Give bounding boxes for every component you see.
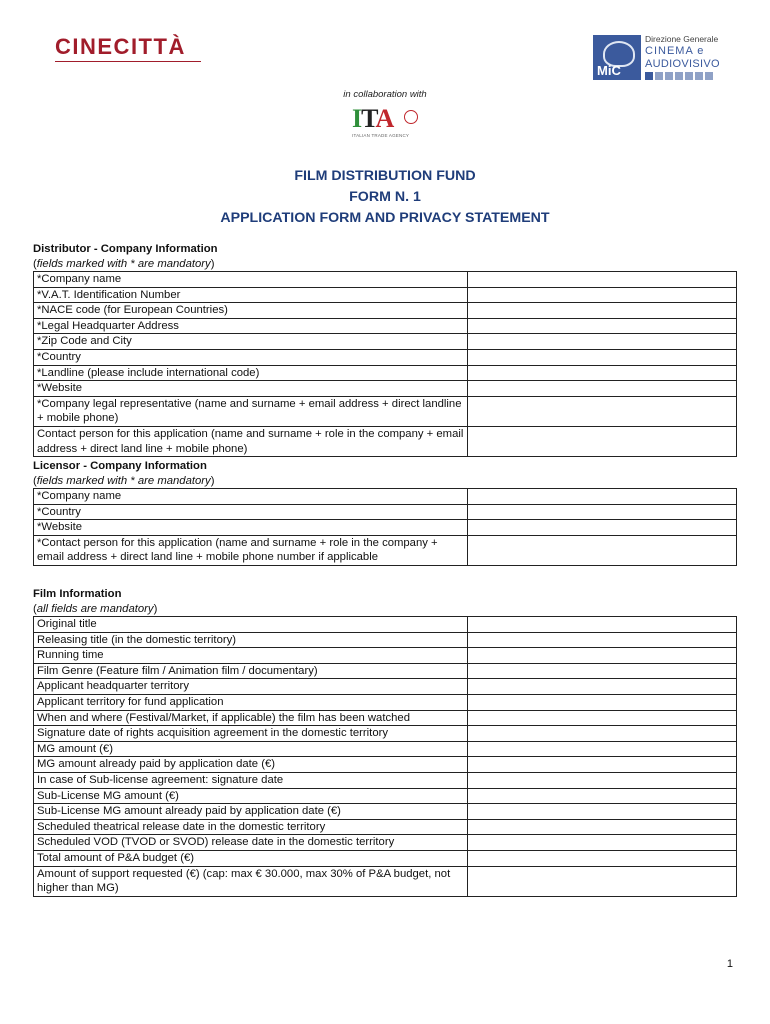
section-note: (fields marked with * are mandatory): [33, 474, 215, 487]
page-number: 1: [726, 958, 733, 970]
table-row: [34, 819, 737, 835]
table-row: [34, 772, 737, 788]
field-label: Applicant territory for fund application: [34, 694, 468, 710]
distributor-table: [33, 271, 737, 457]
table-row: [34, 381, 737, 397]
ita-seal-icon: [404, 110, 418, 124]
table-row: [34, 520, 737, 536]
legal-address-input[interactable]: [468, 318, 737, 334]
table-row: [34, 504, 737, 520]
website-input[interactable]: [468, 381, 737, 397]
table-row: [34, 318, 737, 334]
section-title: Licensor - Company Information: [33, 460, 207, 472]
table-row: [34, 679, 737, 695]
section-note: (fields marked with * are mandatory): [33, 257, 215, 270]
field-label: *Country: [34, 349, 468, 365]
table-row: [34, 866, 737, 896]
table-row: [34, 710, 737, 726]
mic-label: MiC: [597, 63, 621, 78]
headquarter-territory-input[interactable]: [468, 679, 737, 695]
zip-city-input[interactable]: [468, 334, 737, 350]
table-row: [34, 365, 737, 381]
field-label: *Company legal representative (name and surname + email address + direct landline + mobile phone): [34, 396, 468, 426]
company-name-input[interactable]: [468, 272, 737, 288]
field-label: *Company name: [34, 489, 468, 505]
licensor-table: [33, 488, 737, 566]
field-label: Total amount of P&A budget (€): [34, 850, 468, 866]
field-label: *Zip Code and City: [34, 334, 468, 350]
field-label: Amount of support requested (€) (cap: max € 30.000, max 30% of P&A budget, not higher than MG): [34, 866, 468, 896]
section-title: Film Information: [33, 588, 122, 600]
table-row: [34, 349, 737, 365]
cinecitta-logo: [55, 36, 201, 62]
table-row: [34, 726, 737, 742]
table-row: [34, 694, 737, 710]
licensor-website-input[interactable]: [468, 520, 737, 536]
field-label: *Country: [34, 504, 468, 520]
table-row: [34, 804, 737, 820]
ita-logo-mark: ITA: [352, 104, 394, 133]
table-row: [34, 334, 737, 350]
mg-paid-input[interactable]: [468, 757, 737, 773]
original-title-input[interactable]: [468, 617, 737, 633]
mg-amount-input[interactable]: [468, 741, 737, 757]
field-label: In case of Sub-license agreement: signature date: [34, 772, 468, 788]
form-number: FORM N. 1: [349, 189, 421, 205]
table-row: [34, 535, 737, 565]
field-label: *NACE code (for European Countries): [34, 303, 468, 319]
table-row: [34, 788, 737, 804]
field-label: *Landline (please include international code): [34, 365, 468, 381]
form-subtitle: APPLICATION FORM AND PRIVACY STATEMENT: [220, 210, 550, 226]
table-row: [34, 617, 737, 633]
table-row: [34, 489, 737, 505]
field-label: *Contact person for this application (name and surname + role in the company + email address + direct land line + mobile phone number if applicable: [34, 535, 468, 565]
film-information-section: [33, 587, 737, 897]
when-where-watched-input[interactable]: [468, 710, 737, 726]
direzione-generale-text: Direzione Generale: [645, 34, 719, 44]
vat-number-input[interactable]: [468, 287, 737, 303]
ita-subtitle: ITALIAN TRADE AGENCY: [352, 133, 410, 138]
pa-budget-input[interactable]: [468, 850, 737, 866]
dg-cinema-audiovisivo-logo: [593, 32, 723, 82]
logo-squares: [645, 72, 713, 80]
field-label: Film Genre (Feature film / Animation film / documentary): [34, 663, 468, 679]
field-label: Signature date of rights acquisition agreement in the domestic territory: [34, 726, 468, 742]
field-label: *Company name: [34, 272, 468, 288]
field-label: When and where (Festival/Market, if applicable) the film has been watched: [34, 710, 468, 726]
nace-code-input[interactable]: [468, 303, 737, 319]
field-label: Releasing title (in the domestic territory): [34, 632, 468, 648]
contact-person-input[interactable]: [468, 426, 737, 456]
landline-input[interactable]: [468, 365, 737, 381]
vod-release-input[interactable]: [468, 835, 737, 851]
cinecitta-logo-text: CINECITTÀ: [55, 34, 186, 59]
legal-representative-input[interactable]: [468, 396, 737, 426]
table-row: [34, 835, 737, 851]
field-label: Contact person for this application (name and surname + role in the company + email address + direct land line + mobile phone): [34, 426, 468, 456]
theatrical-release-input[interactable]: [468, 819, 737, 835]
licensor-company-name-input[interactable]: [468, 489, 737, 505]
fund-title: FILM DISTRIBUTION FUND: [294, 168, 476, 184]
field-label: MG amount already paid by application date (€): [34, 757, 468, 773]
field-label: *Legal Headquarter Address: [34, 318, 468, 334]
section-note: (all fields are mandatory): [33, 602, 158, 615]
ita-logo: [352, 106, 422, 146]
table-row: [34, 850, 737, 866]
film-information-table: [33, 616, 737, 897]
table-row: [34, 272, 737, 288]
table-row: [34, 287, 737, 303]
licensor-contact-input[interactable]: [468, 535, 737, 565]
table-row: [34, 303, 737, 319]
field-label: *Website: [34, 520, 468, 536]
table-row: [34, 663, 737, 679]
table-row: [34, 757, 737, 773]
table-row: [34, 741, 737, 757]
field-label: MG amount (€): [34, 741, 468, 757]
sublicense-date-input[interactable]: [468, 772, 737, 788]
support-requested-input[interactable]: [468, 866, 737, 896]
signature-date-input[interactable]: [468, 726, 737, 742]
table-row: [34, 632, 737, 648]
cinema-text: CINEMA e: [645, 45, 705, 57]
logo-underline: [55, 61, 201, 62]
form-title-block: [0, 166, 770, 229]
audiovisivo-text: AUDIOVISIVO: [645, 58, 720, 70]
releasing-title-input[interactable]: [468, 632, 737, 648]
field-label: Scheduled VOD (TVOD or SVOD) release date in the domestic territory: [34, 835, 468, 851]
collaboration-text: in collaboration with: [343, 89, 427, 100]
sublicense-mg-paid-input[interactable]: [468, 804, 737, 820]
fund-territory-input[interactable]: [468, 694, 737, 710]
field-label: Running time: [34, 648, 468, 664]
film-genre-input[interactable]: [468, 663, 737, 679]
field-label: Applicant headquarter territory: [34, 679, 468, 695]
distributor-section: [33, 242, 737, 457]
country-input[interactable]: [468, 349, 737, 365]
licensor-section: [33, 459, 737, 566]
table-row: [34, 396, 737, 426]
field-label: Scheduled theatrical release date in the domestic territory: [34, 819, 468, 835]
running-time-input[interactable]: [468, 648, 737, 664]
table-row: [34, 648, 737, 664]
sublicense-mg-input[interactable]: [468, 788, 737, 804]
mic-emblem-icon: [593, 35, 641, 80]
field-label: Sub-License MG amount already paid by application date (€): [34, 804, 468, 820]
licensor-country-input[interactable]: [468, 504, 737, 520]
field-label: *Website: [34, 381, 468, 397]
table-row: [34, 426, 737, 456]
section-title: Distributor - Company Information: [33, 243, 218, 255]
field-label: Original title: [34, 617, 468, 633]
field-label: Sub-License MG amount (€): [34, 788, 468, 804]
field-label: *V.A.T. Identification Number: [34, 287, 468, 303]
